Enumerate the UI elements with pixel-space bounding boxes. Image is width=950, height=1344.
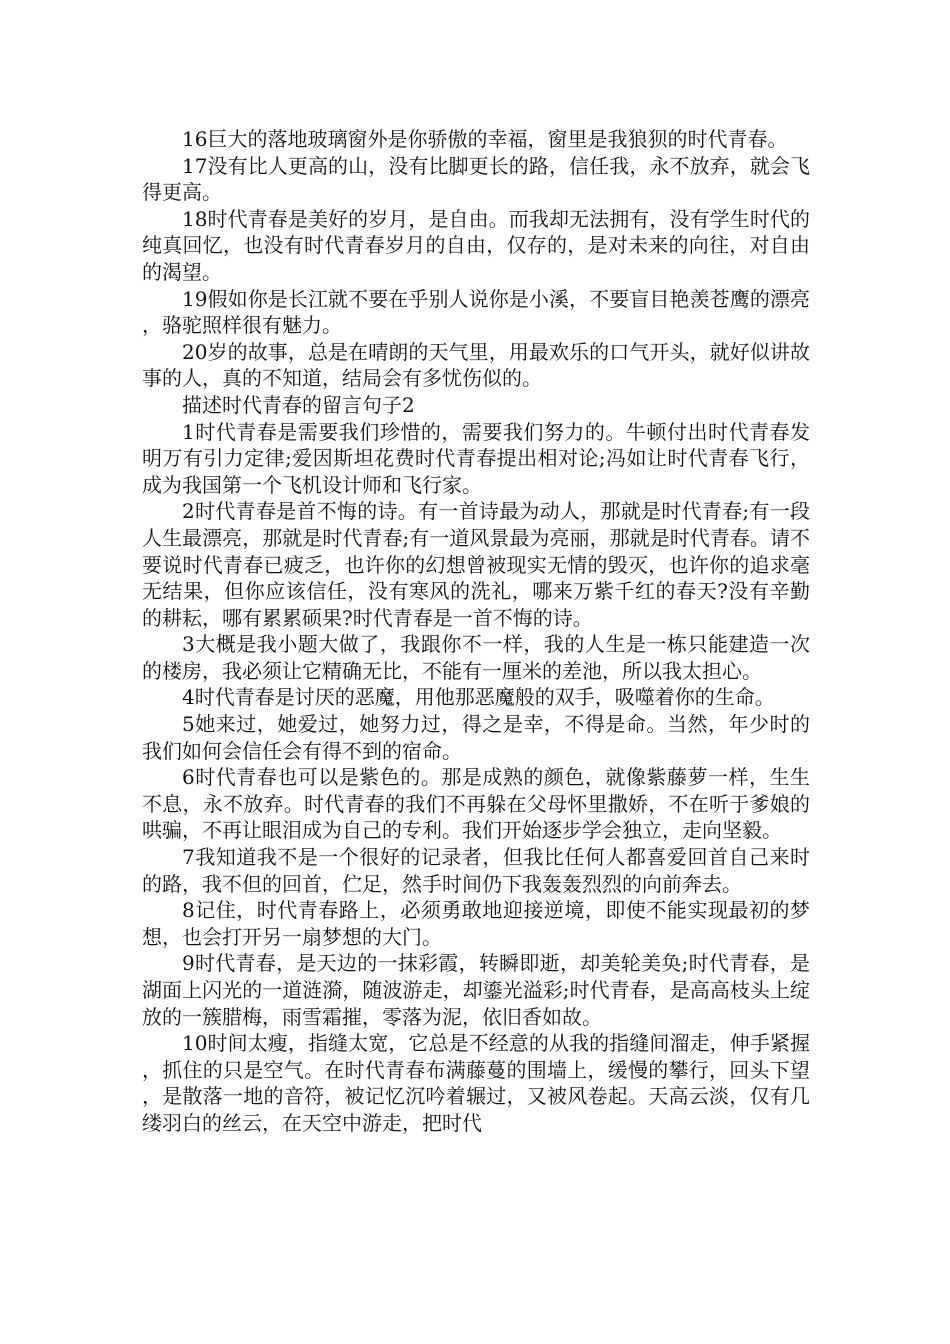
paragraph: 7我知道我不是一个很好的记录者，但我比任何人都喜爱回首自己来时的路，我不但的回首，伫足，然手时间仍下我轰轰烈烈的向前奔去。 [142, 845, 810, 896]
paragraph: 20岁的故事，总是在晴朗的天气里，用最欢乐的口气开头，就好似讲故事的人，真的不知道，结局会有多忧伤似的。 [142, 339, 810, 391]
paragraph: 5她来过，她爱过，她努力过，得之是幸，不得是命。当然，年少时的我们如何会信任会有得不到的宿命。 [142, 712, 810, 763]
paragraph: 6时代青春也可以是紫色的。那是成熟的颜色，就像紫藤萝一样，生生不息，永不放弃。时代青春的我们不再躲在父母怀里撒娇，不在听于爹娘的哄骗，不再让眼泪成为自己的专利。我们开始逐步学会独立，走向坚毅。 [142, 765, 810, 843]
paragraph: 2时代青春是首不悔的诗。有一首诗最为动人，那就是时代青春;有一段人生最漂亮，那就是时代青春;有一道风景最为亮丽，那就是时代青春。请不要说时代青春已疲乏，也许你的幻想曾被现实无情的毁灭，也许你的追求毫无结果，但你应该信任，没有寒风的洗礼，哪来万紫千红的春天?没有辛勤的耕耘，哪有累累硕果?时代青春是一首不悔的诗。 [142, 499, 810, 630]
paragraph: 9时代青春，是天边的一抹彩霞，转瞬即逝，却美轮美奂;时代青春，是湖面上闪光的一道涟漪，随波游走，却鎏光溢彩;时代青春，是高高枝头上绽放的一簇腊梅，雨雪霜摧，零落为泥，依旧香如故。 [142, 951, 810, 1029]
paragraph: 19假如你是长江就不要在乎别人说你是小溪，不要盲目艳羡苍鹰的漂亮，骆驼照样很有魅力。 [142, 286, 810, 338]
paragraph: 10时间太瘦，指缝太宽，它总是不经意的从我的指缝间溜走，伸手紧握，抓住的只是空气。在时代青春布满藤蔓的围墙上，缓慢的攀行，回头下望，是散落一地的音符，被记忆沉吟着辗过，又被风卷起。天高云淡，仅有几缕羽白的丝云，在天空中游走，把时代 [142, 1031, 810, 1135]
paragraph: 17没有比人更高的山，没有比脚更长的路，信任我，永不放弃，就会飞得更高。 [142, 153, 810, 205]
paragraph: 1时代青春是需要我们珍惜的，需要我们努力的。牛顿付出时代青春发明万有引力定律;爱因斯坦花费时代青春提出相对论;冯如让时代青春飞行，成为我国第一个飞机设计师和飞行家。 [142, 419, 810, 497]
paragraph: 18时代青春是美好的岁月，是自由。而我却无法拥有，没有学生时代的纯真回忆，也没有时代青春岁月的自由，仅存的，是对未来的向往，对自由的渴望。 [142, 206, 810, 284]
paragraph: 3大概是我小题大做了，我跟你不一样，我的人生是一栋只能建造一次的楼房，我必须让它精确无比，不能有一厘米的差池，所以我太担心。 [142, 632, 810, 683]
document-body [142, 126, 810, 1137]
paragraph: 4时代青春是讨厌的恶魔，用他那恶魔般的双手，吸噬着你的生命。 [182, 685, 775, 710]
paragraph: 16巨大的落地玻璃窗外是你骄傲的幸福，窗里是我狼狈的时代青春。 [182, 127, 788, 151]
paragraph: 8记住，时代青春路上，必须勇敢地迎接逆境，即使不能实现最初的梦想，也会打开另一扇梦想的大门。 [142, 898, 810, 949]
section-heading: 描述时代青春的留言句子2 [182, 392, 415, 417]
